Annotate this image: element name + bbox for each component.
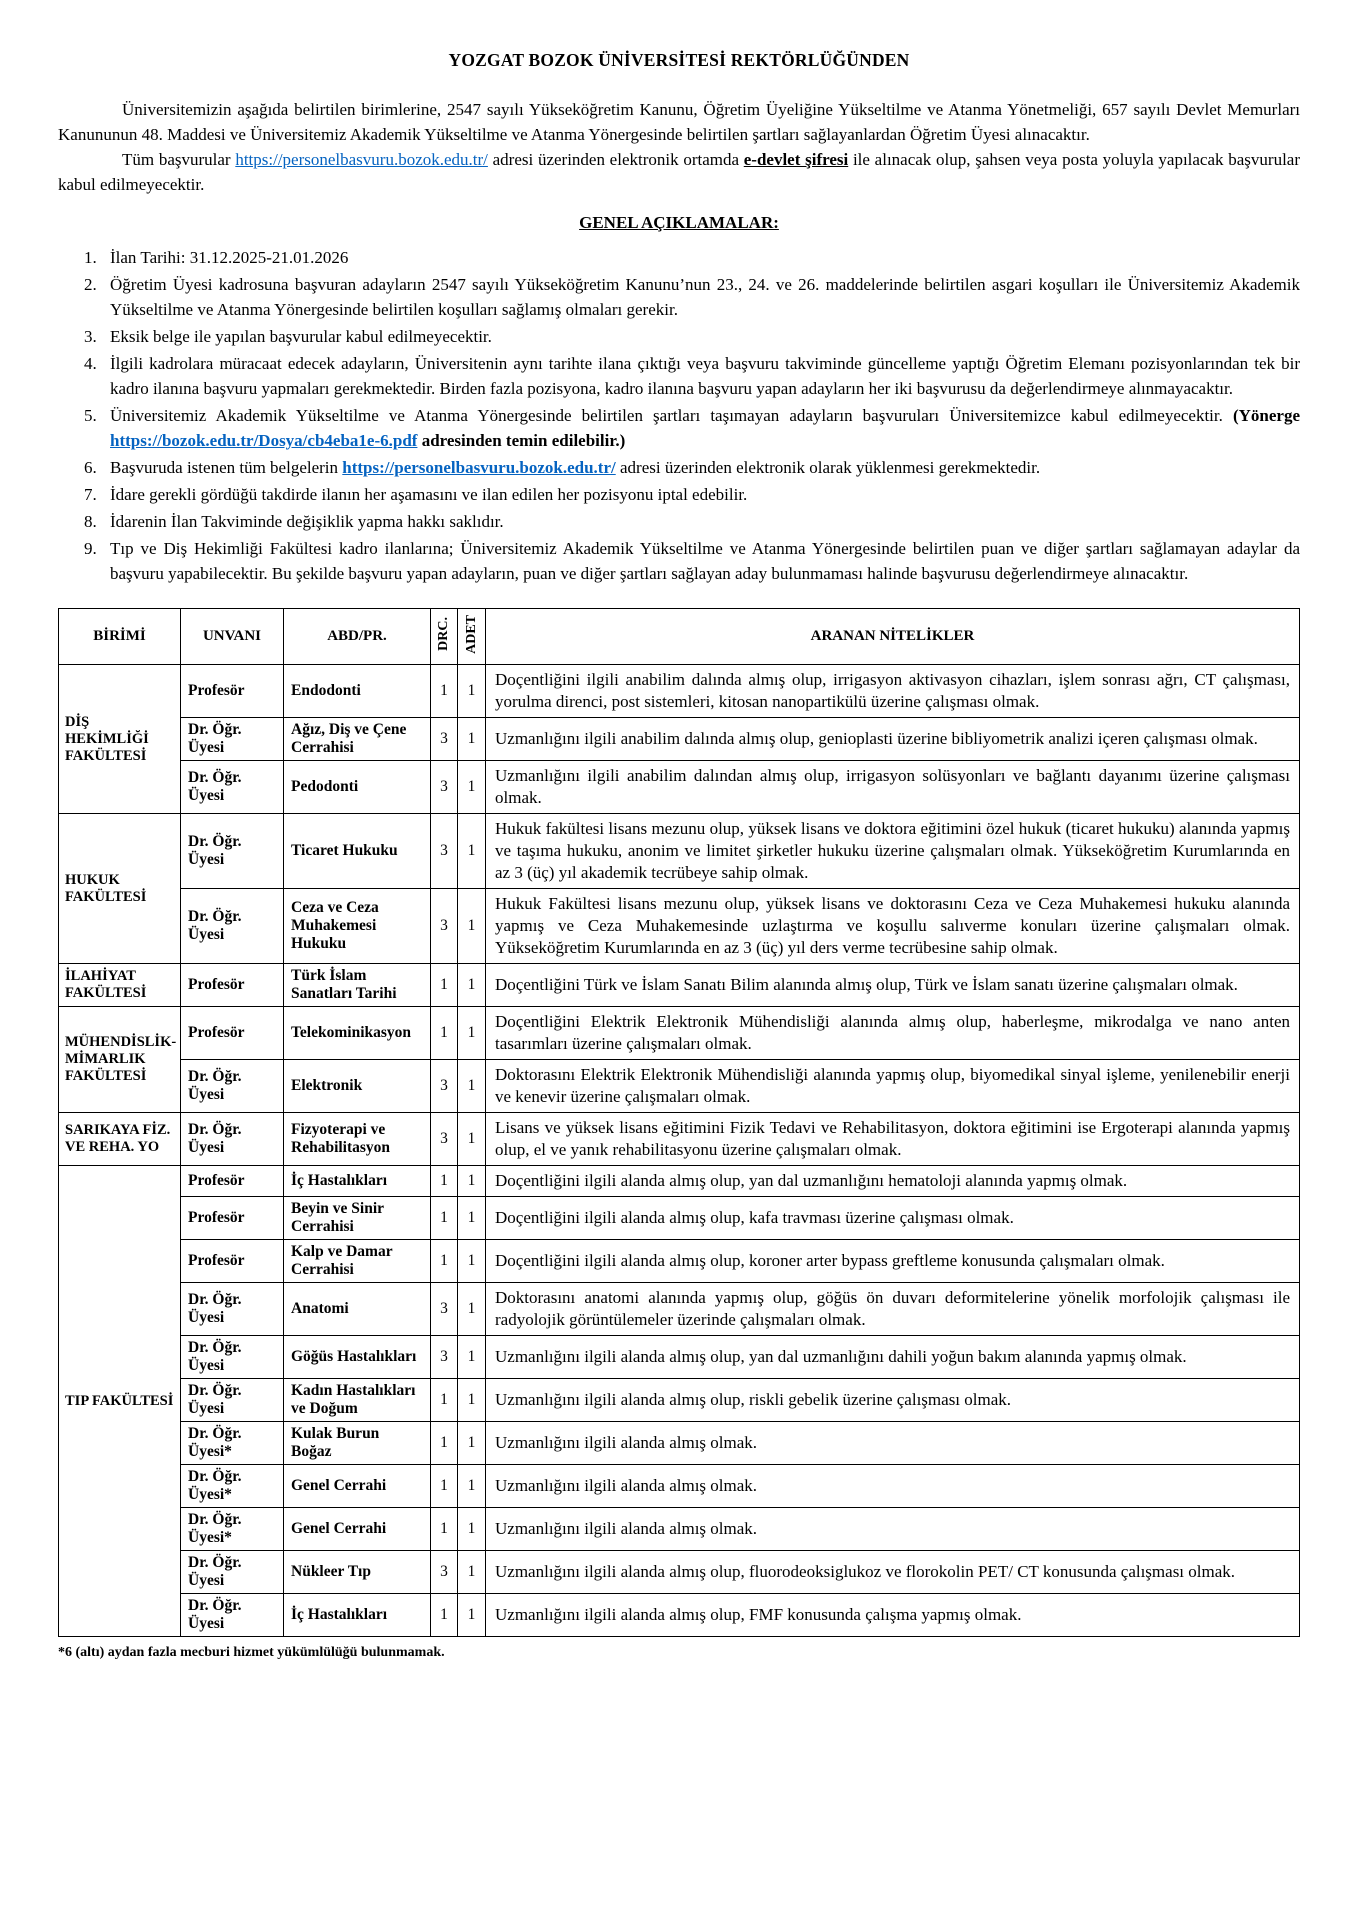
- text-segment: Eksik belge ile yapılan başvurular kabul edilmeyecektir.: [110, 327, 492, 346]
- nitelik-cell: Uzmanlığını ilgili anabilim dalından almış olup, irrigasyon solüsyonları ve bağlantı dayanımı üzerine çalışması olmak.: [486, 761, 1300, 814]
- general-list-item: [58, 272, 1300, 322]
- abd-cell: Telekominikasyon: [284, 1007, 431, 1060]
- adet-cell: 1: [458, 1551, 486, 1594]
- unit-cell: SARIKAYA FİZ. VE REHA. YO: [59, 1113, 181, 1166]
- nitelik-cell: Uzmanlığını ilgili alanda almış olup, yan dal uzmanlığını dahili yoğun bakım alanında yapmış olmak.: [486, 1336, 1300, 1379]
- unvan-cell: Profesör: [181, 1166, 284, 1197]
- adet-cell: 1: [458, 1113, 486, 1166]
- abd-cell: Fizyoterapi ve Rehabilitasyon: [284, 1113, 431, 1166]
- item-text: [110, 275, 1300, 319]
- abd-cell: Ağız, Diş ve Çene Cerrahisi: [284, 718, 431, 761]
- position-row: [59, 1197, 1300, 1240]
- unvan-cell: Dr. Öğr. Üyesi: [181, 1594, 284, 1637]
- intro-paragraph: [58, 97, 1300, 147]
- item-number: 5.: [84, 406, 97, 425]
- position-row: [59, 1594, 1300, 1637]
- text-segment: adresinden temin edilebilir.): [417, 431, 626, 450]
- abd-cell: Beyin ve Sinir Cerrahisi: [284, 1197, 431, 1240]
- item-number: 3.: [84, 327, 97, 346]
- abd-cell: Endodonti: [284, 665, 431, 718]
- drc-cell: 3: [431, 814, 458, 889]
- hyperlink[interactable]: https://bozok.edu.tr/Dosya/cb4eba1e-6.pdf: [110, 431, 418, 450]
- text-segment: (Yönerge: [1232, 406, 1300, 425]
- hyperlink[interactable]: https://personelbasvuru.bozok.edu.tr/: [235, 150, 488, 169]
- position-row: [59, 814, 1300, 889]
- item-text: [110, 458, 1040, 477]
- unvan-cell: Dr. Öğr. Üyesi*: [181, 1422, 284, 1465]
- col-header-nitelikler: ARANAN NİTELİKLER: [486, 609, 1300, 665]
- drc-cell: 1: [431, 1465, 458, 1508]
- unit-cell: MÜHENDİSLİK-MİMARLIK FAKÜLTESİ: [59, 1007, 181, 1113]
- drc-cell: 1: [431, 1166, 458, 1197]
- drc-cell: 1: [431, 1240, 458, 1283]
- general-list-item: [58, 536, 1300, 586]
- adet-cell: 1: [458, 1594, 486, 1637]
- intro-paragraphs: [58, 97, 1300, 197]
- nitelik-cell: Uzmanlığını ilgili alanda almış olmak.: [486, 1508, 1300, 1551]
- position-row: [59, 1422, 1300, 1465]
- item-text: [110, 539, 1300, 583]
- drc-cell: 3: [431, 1060, 458, 1113]
- item-text: [110, 512, 504, 531]
- general-list-item: [58, 324, 1300, 349]
- abd-cell: Pedodonti: [284, 761, 431, 814]
- drc-cell: 1: [431, 1508, 458, 1551]
- nitelik-cell: Doçentliğini ilgili alanda almış olup, yan dal uzmanlığını hematoloji alanında yapmış olmak.: [486, 1166, 1300, 1197]
- item-text: [110, 248, 348, 267]
- unvan-cell: Dr. Öğr. Üyesi: [181, 1113, 284, 1166]
- adet-cell: 1: [458, 1166, 486, 1197]
- position-row: [59, 1060, 1300, 1113]
- text-segment: İdarenin İlan Takviminde değişiklik yapma hakkı saklıdır.: [110, 512, 504, 531]
- position-row: [59, 761, 1300, 814]
- abd-cell: Türk İslam Sanatları Tarihi: [284, 964, 431, 1007]
- nitelik-cell: Hukuk fakültesi lisans mezunu olup, yüksek lisans ve doktora eğitimini özel hukuk (ticaret hukuku) alanında yapmış ve taşıma hukuku, anonim ve limitet şirketler hukuku üzerine çalışmaları olmak. Yükseköğretim Kurumlarında en az 3 (üç) yıl akademik tecrübeye sahip olmak.: [486, 814, 1300, 889]
- adet-cell: 1: [458, 889, 486, 964]
- position-row: [59, 889, 1300, 964]
- unvan-cell: Dr. Öğr. Üyesi*: [181, 1465, 284, 1508]
- nitelik-cell: Lisans ve yüksek lisans eğitimini Fizik Tedavi ve Rehabilitasyon, doktora eğitimini ise Ergoterapi alanında yapmış olup, el ve yanık rehabilitasyonu üzerine çalışmaları olmak.: [486, 1113, 1300, 1166]
- col-header-adet-text: ADET: [463, 614, 479, 654]
- item-text: [110, 327, 492, 346]
- position-row: [59, 1379, 1300, 1422]
- text-segment: Öğretim Üyesi kadrosuna başvuran adayların 2547 sayılı Yükseköğretim Kanunu’nun 23., 24. ve 26. maddelerinde belirtilen asgari koşulları ile Üniversitemiz Akademik Yükseltilme ve Atanma Yönergesinde belirtilen koşulları sağlamış olmaları gerekir.: [110, 275, 1300, 319]
- nitelik-cell: Uzmanlığını ilgili anabilim dalında almış olup, genioplasti üzerine bibliyometrik analizi içeren çalışması olmak.: [486, 718, 1300, 761]
- drc-cell: 1: [431, 1007, 458, 1060]
- drc-cell: 3: [431, 1551, 458, 1594]
- drc-cell: 1: [431, 1379, 458, 1422]
- unvan-cell: Profesör: [181, 1197, 284, 1240]
- text-segment: Başvuruda istenen tüm belgelerin: [110, 458, 343, 477]
- unvan-cell: Dr. Öğr. Üyesi*: [181, 1508, 284, 1551]
- unvan-cell: Dr. Öğr. Üyesi: [181, 1551, 284, 1594]
- unvan-cell: Dr. Öğr. Üyesi: [181, 718, 284, 761]
- position-row: [59, 1240, 1300, 1283]
- unvan-cell: Dr. Öğr. Üyesi: [181, 1379, 284, 1422]
- item-number: 7.: [84, 485, 97, 504]
- drc-cell: 3: [431, 761, 458, 814]
- position-row: [59, 1166, 1300, 1197]
- position-row: [59, 1113, 1300, 1166]
- abd-cell: Kulak Burun Boğaz: [284, 1422, 431, 1465]
- nitelik-cell: Doktorasını anatomi alanında yapmış olup, göğüs ön duvarı deformitelerine yönelik morfolojik çalışması ile radyolojik görüntülemeler üzerinde çalışmaları olmak.: [486, 1283, 1300, 1336]
- nitelik-cell: Uzmanlığını ilgili alanda almış olup, fluorodeoksiglukoz ve florokolin PET/ CT konusunda çalışması olmak.: [486, 1551, 1300, 1594]
- unvan-cell: Dr. Öğr. Üyesi: [181, 814, 284, 889]
- abd-cell: Ticaret Hukuku: [284, 814, 431, 889]
- position-row: [59, 1007, 1300, 1060]
- unvan-cell: Dr. Öğr. Üyesi: [181, 1336, 284, 1379]
- drc-cell: 3: [431, 718, 458, 761]
- abd-cell: İç Hastalıkları: [284, 1166, 431, 1197]
- position-row: [59, 1336, 1300, 1379]
- text-segment: İlan Tarihi: 31.12.2025-21.01.2026: [110, 248, 349, 267]
- nitelik-cell: Uzmanlığını ilgili alanda almış olmak.: [486, 1422, 1300, 1465]
- text-segment: adresi üzerinden elektronik olarak yüklenmesi gerekmektedir.: [615, 458, 1041, 477]
- general-list-item: [58, 245, 1300, 270]
- section-heading-text: GENEL AÇIKLAMALAR:: [579, 213, 779, 232]
- adet-cell: 1: [458, 1379, 486, 1422]
- adet-cell: 1: [458, 1336, 486, 1379]
- general-list-item: [58, 351, 1300, 401]
- drc-cell: 1: [431, 964, 458, 1007]
- hyperlink[interactable]: https://personelbasvuru.bozok.edu.tr/: [342, 458, 616, 477]
- adet-cell: 1: [458, 1007, 486, 1060]
- intro-paragraph: [58, 147, 1300, 197]
- abd-cell: Göğüs Hastalıkları: [284, 1336, 431, 1379]
- general-list-item: [58, 455, 1300, 480]
- position-row: [59, 1551, 1300, 1594]
- drc-cell: 1: [431, 1197, 458, 1240]
- positions-tbody: [59, 665, 1300, 1637]
- col-header-adet: [458, 609, 486, 665]
- item-number: 6.: [84, 458, 97, 477]
- general-list-item: [58, 403, 1300, 453]
- item-number: 4.: [84, 354, 97, 373]
- general-list-item: [58, 482, 1300, 507]
- abd-cell: Genel Cerrahi: [284, 1465, 431, 1508]
- general-list-item: [58, 509, 1300, 534]
- abd-cell: Elektronik: [284, 1060, 431, 1113]
- nitelik-cell: Doçentliğini Elektrik Elektronik Mühendisliği alanında almış olup, haberleşme, mikrodalga ve nano anten tasarımları üzerine çalışmaları olmak.: [486, 1007, 1300, 1060]
- unit-cell: DİŞ HEKİMLİĞİ FAKÜLTESİ: [59, 665, 181, 814]
- unit-cell: HUKUK FAKÜLTESİ: [59, 814, 181, 964]
- item-text: [110, 485, 747, 504]
- unit-cell: İLAHİYAT FAKÜLTESİ: [59, 964, 181, 1007]
- position-row: [59, 1508, 1300, 1551]
- abd-cell: Kalp ve Damar Cerrahisi: [284, 1240, 431, 1283]
- unit-cell: TIP FAKÜLTESİ: [59, 1166, 181, 1637]
- col-header-drc: [431, 609, 458, 665]
- adet-cell: 1: [458, 1465, 486, 1508]
- nitelik-cell: Doktorasını Elektrik Elektronik Mühendisliği alanında yapmış olup, biyomedikal sinyal işleme, yenilenebilir enerji ve kenevir üzerine çalışmaları olmak.: [486, 1060, 1300, 1113]
- nitelik-cell: Uzmanlığını ilgili alanda almış olup, FMF konusunda çalışma yapmış olmak.: [486, 1594, 1300, 1637]
- abd-cell: Ceza ve Ceza Muhakemesi Hukuku: [284, 889, 431, 964]
- drc-cell: 1: [431, 1594, 458, 1637]
- unvan-cell: Profesör: [181, 1007, 284, 1060]
- page-title: YOZGAT BOZOK ÜNİVERSİTESİ REKTÖRLÜĞÜNDEN: [448, 50, 910, 70]
- nitelik-cell: Doçentliğini ilgili alanda almış olup, koroner arter bypass greftleme konusunda çalışmaları olmak.: [486, 1240, 1300, 1283]
- nitelik-cell: Doçentliğini ilgili anabilim dalında almış olup, irrigasyon aktivasyon cihazları, işlem sonrası ağrı, CT çalışması, yorulma direnci, post sistemleri, kitosan nanopartikülü üzerine çalışması olmak.: [486, 665, 1300, 718]
- text-segment: İlgili kadrolara müracaat edecek adayların, Üniversitenin aynı tarihte ilana çıktığı veya başvuru takviminde güncelleme yaptığı Öğretim Elemanı pozisyonlarından tek bir kadro ilanına başvuru yapmaları gerekmektedir. Birden fazla pozisyona, kadro ilanına başvuru yapan adayların her iki başvurusu da değerlendirmeye alınmayacaktır.: [110, 354, 1300, 398]
- abd-cell: Anatomi: [284, 1283, 431, 1336]
- text-segment: Tüm başvurular: [122, 150, 236, 169]
- drc-cell: 3: [431, 1113, 458, 1166]
- unvan-cell: Profesör: [181, 665, 284, 718]
- text-segment: adresi üzerinden elektronik ortamda: [487, 150, 744, 169]
- adet-cell: 1: [458, 814, 486, 889]
- item-text: [110, 406, 1300, 450]
- unvan-cell: Dr. Öğr. Üyesi: [181, 889, 284, 964]
- unvan-cell: Dr. Öğr. Üyesi: [181, 1283, 284, 1336]
- adet-cell: 1: [458, 1197, 486, 1240]
- abd-cell: Nükleer Tıp: [284, 1551, 431, 1594]
- position-row: [59, 964, 1300, 1007]
- col-header-drc-text: DRC.: [436, 617, 451, 651]
- drc-cell: 3: [431, 889, 458, 964]
- adet-cell: 1: [458, 1283, 486, 1336]
- col-header-birimi: BİRİMİ: [59, 609, 181, 665]
- adet-cell: 1: [458, 964, 486, 1007]
- nitelik-cell: Doçentliğini Türk ve İslam Sanatı Bilim alanında almış olup, Türk ve İslam sanatı üzerine çalışmaları olmak.: [486, 964, 1300, 1007]
- item-number: 9.: [84, 539, 97, 558]
- table-header-row: [59, 609, 1300, 665]
- unvan-cell: Profesör: [181, 1240, 284, 1283]
- unvan-cell: Profesör: [181, 964, 284, 1007]
- item-number: 1.: [84, 248, 97, 267]
- text-segment: Tıp ve Diş Hekimliği Fakültesi kadro ilanlarına; Üniversitemiz Akademik Yükseltilme ve Atanma Yönergesinde belirtilen puan ve diğer şartları sağlamayan adaylar da başvuru yapabilecektir. Bu şekilde başvuru yapan adayların, puan ve diğer şartları sağlayan aday bulunmaması halinde başvurusu değerlendirmeye alınacaktır.: [110, 539, 1300, 583]
- drc-cell: 3: [431, 1336, 458, 1379]
- position-row: [59, 718, 1300, 761]
- item-text: [110, 354, 1300, 398]
- abd-cell: Kadın Hastalıkları ve Doğum: [284, 1379, 431, 1422]
- text-segment: İdare gerekli gördüğü takdirde ilanın her aşamasını ve ilan edilen her pozisyonu iptal edebilir.: [110, 485, 748, 504]
- adet-cell: 1: [458, 665, 486, 718]
- adet-cell: 1: [458, 1060, 486, 1113]
- position-row: [59, 1283, 1300, 1336]
- general-list: [58, 245, 1300, 586]
- footnote: *6 (altı) aydan fazla mecburi hizmet yükümlülüğü bulunmamak.: [58, 1645, 445, 1660]
- text-segment: ile alınacak olup, şahsen veya posta yoluyla yapılacak başvurular kabul edilmeyecektir.: [58, 150, 1300, 194]
- adet-cell: 1: [458, 761, 486, 814]
- col-header-abdpr: ABD/PR.: [284, 609, 431, 665]
- item-number: 2.: [84, 275, 97, 294]
- nitelik-cell: Uzmanlığını ilgili alanda almış olup, riskli gebelik üzerine çalışması olmak.: [486, 1379, 1300, 1422]
- positions-table: [58, 608, 1300, 1637]
- abd-cell: İç Hastalıkları: [284, 1594, 431, 1637]
- section-heading: [58, 213, 1300, 233]
- unvan-cell: Dr. Öğr. Üyesi: [181, 761, 284, 814]
- item-number: 8.: [84, 512, 97, 531]
- nitelik-cell: Uzmanlığını ilgili alanda almış olmak.: [486, 1465, 1300, 1508]
- adet-cell: 1: [458, 1508, 486, 1551]
- drc-cell: 3: [431, 1283, 458, 1336]
- adet-cell: 1: [458, 718, 486, 761]
- position-row: [59, 665, 1300, 718]
- abd-cell: Genel Cerrahi: [284, 1508, 431, 1551]
- nitelik-cell: Hukuk Fakültesi lisans mezunu olup, yüksek lisans ve doktorasını Ceza ve Ceza Muhakemesi hukuku alanında yapmış ve Ceza Muhakemesinde uzlaştırma ve koşullu salıverme konuları üzerine çalışmaları olmak. Yükseköğretim Kurumlarında en az 3 (üç) yıl ders verme tecrübesine sahip olmak.: [486, 889, 1300, 964]
- text-segment: Üniversitemiz Akademik Yükseltilme ve Atanma Yönergesinde belirtilen şartları taşımayan adayların başvuruları Üniversitemizce kabul edilmeyecektir.: [110, 406, 1233, 425]
- unvan-cell: Dr. Öğr. Üyesi: [181, 1060, 284, 1113]
- position-row: [59, 1465, 1300, 1508]
- nitelik-cell: Doçentliğini ilgili alanda almış olup, kafa travması üzerine çalışması olmak.: [486, 1197, 1300, 1240]
- adet-cell: 1: [458, 1422, 486, 1465]
- col-header-unvani: UNVANI: [181, 609, 284, 665]
- drc-cell: 1: [431, 1422, 458, 1465]
- adet-cell: 1: [458, 1240, 486, 1283]
- drc-cell: 1: [431, 665, 458, 718]
- text-segment: e-devlet şifresi: [743, 150, 849, 169]
- text-segment: Üniversitemizin aşağıda belirtilen birimlerine, 2547 sayılı Yükseköğretim Kanunu, Öğretim Üyeliğine Yükseltilme ve Atanma Yönetmeliği, 657 sayılı Devlet Memurları Kanununun 48. Maddesi ve Üniversitemiz Akademik Yükseltilme ve Atanma Yönergesinde belirtilen şartları sağlayanlardan Öğretim Üyesi alınacaktır.: [58, 100, 1300, 144]
